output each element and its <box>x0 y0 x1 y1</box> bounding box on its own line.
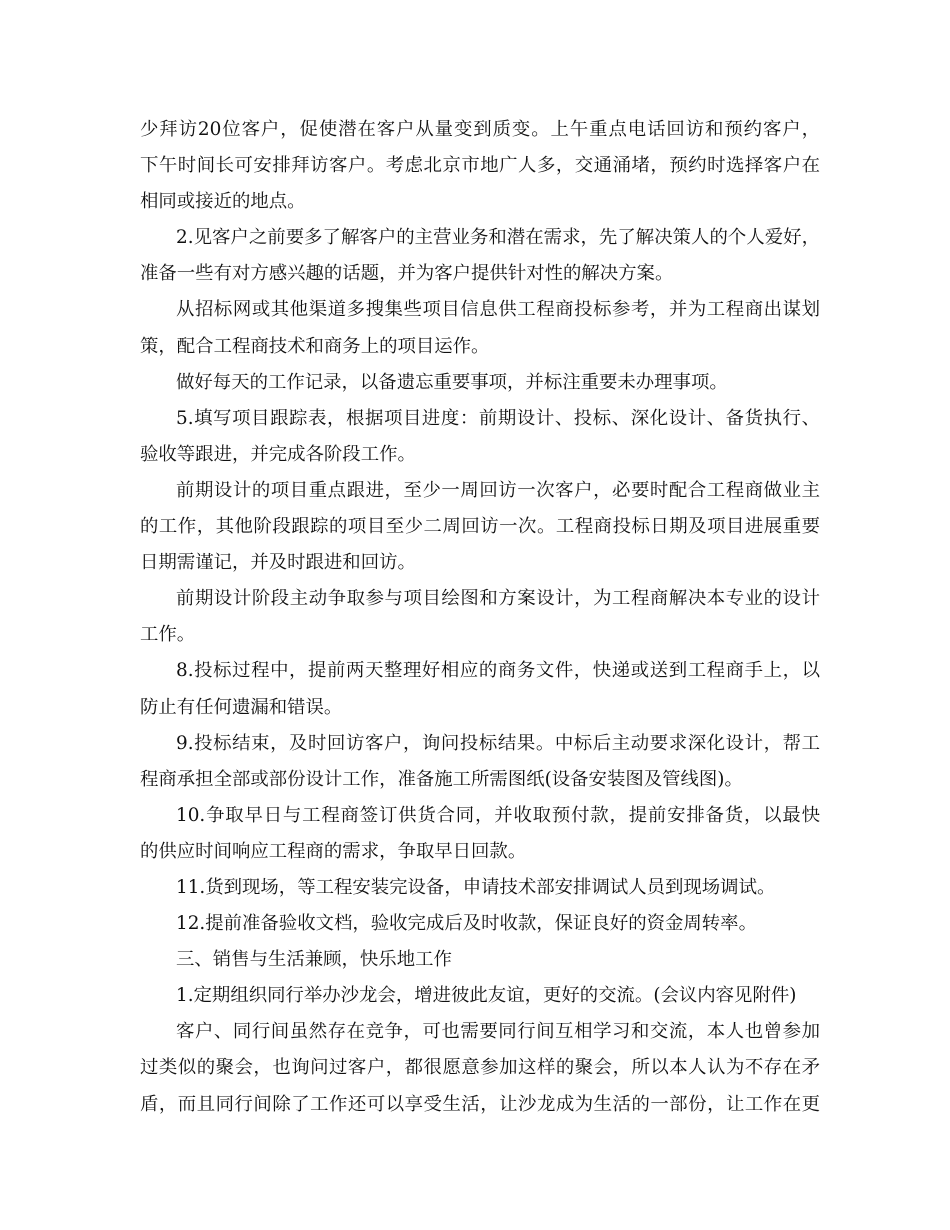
text-line: 日期需谨记，并及时跟进和回访。 <box>140 552 416 574</box>
text-line: 验收等跟进，并完成各阶段工作。 <box>140 443 416 465</box>
text-line: 5.填写项目跟踪表，根据项目进度：前期设计、投标、深化设计、备货执行、 <box>176 407 820 429</box>
text-line: 2.见客户之前要多了解客户的主营业务和潜在需求，先了解决策人的个人爱好， <box>176 227 820 249</box>
text-line: 8.投标过程中，提前两天整理好相应的商务文件，快递或送到工程商手上，以 <box>176 660 820 682</box>
text-line: 的工作，其他阶段跟踪的项目至少二周回访一次。工程商投标日期及项目进展重要 <box>140 516 820 538</box>
text-line: 12.提前准备验收文档，验收完成后及时收款，保证良好的资金周转率。 <box>176 913 757 935</box>
text-line: 三、销售与生活兼顾，快乐地工作 <box>176 949 452 971</box>
text-line: 过类似的聚会，也询问过客户，都很愿意参加这样的聚会，所以本人认为不存在矛 <box>140 1057 820 1079</box>
text-line: 程商承担全部或部份设计工作，准备施工所需图纸(设备安装图及管线图)。 <box>140 768 743 790</box>
text-line: 11.货到现场，等工程安装完设备，申请技术部安排调试人员到现场调试。 <box>176 876 776 898</box>
text-line: 准备一些有对方感兴趣的话题，并为客户提供针对性的解决方案。 <box>140 263 674 285</box>
text-line: 相同或接近的地点。 <box>140 191 306 213</box>
text-line: 1.定期组织同行举办沙龙会，增进彼此友谊，更好的交流。(会议内容见附件) <box>176 985 797 1007</box>
text-line: 做好每天的工作记录，以备遗忘重要事项，并标注重要未办理事项。 <box>176 371 728 393</box>
text-line: 少拜访20位客户，促使潜在客户从量变到质变。上午重点电话回访和预约客户， <box>140 119 820 140</box>
text-line: 的供应时间响应工程商的需求，争取早日回款。 <box>140 840 527 862</box>
text-line: 防止有任何遗漏和错误。 <box>140 696 343 718</box>
text-line: 策，配合工程商技术和商务上的项目运作。 <box>140 335 490 357</box>
text-line: 客户、同行间虽然存在竞争，可也需要同行间互相学习和交流，本人也曾参加 <box>176 1021 820 1043</box>
text-line: 前期设计阶段主动争取参与项目绘图和方案设计，为工程商解决本专业的设计 <box>176 588 820 610</box>
text-line: 工作。 <box>140 624 196 646</box>
document-body <box>140 112 820 1123</box>
text-line: 9.投标结束，及时回访客户，询问投标结果。中标后主动要求深化设计，帮工 <box>176 732 820 754</box>
text-line: 下午时间长可安排拜访客户。考虑北京市地广人多，交通涌堵，预约时选择客户在 <box>140 155 820 177</box>
text-line: 盾，而且同行间除了工作还可以享受生活，让沙龙成为生活的一部份，让工作在更 <box>140 1093 820 1115</box>
text-line: 从招标网或其他渠道多搜集些项目信息供工程商投标参考，并为工程商出谋划 <box>176 299 820 321</box>
text-line: 前期设计的项目重点跟进，至少一周回访一次客户，必要时配合工程商做业主 <box>176 479 820 501</box>
text-line: 10.争取早日与工程商签订供货合同，并收取预付款，提前安排备货，以最快 <box>176 804 820 826</box>
